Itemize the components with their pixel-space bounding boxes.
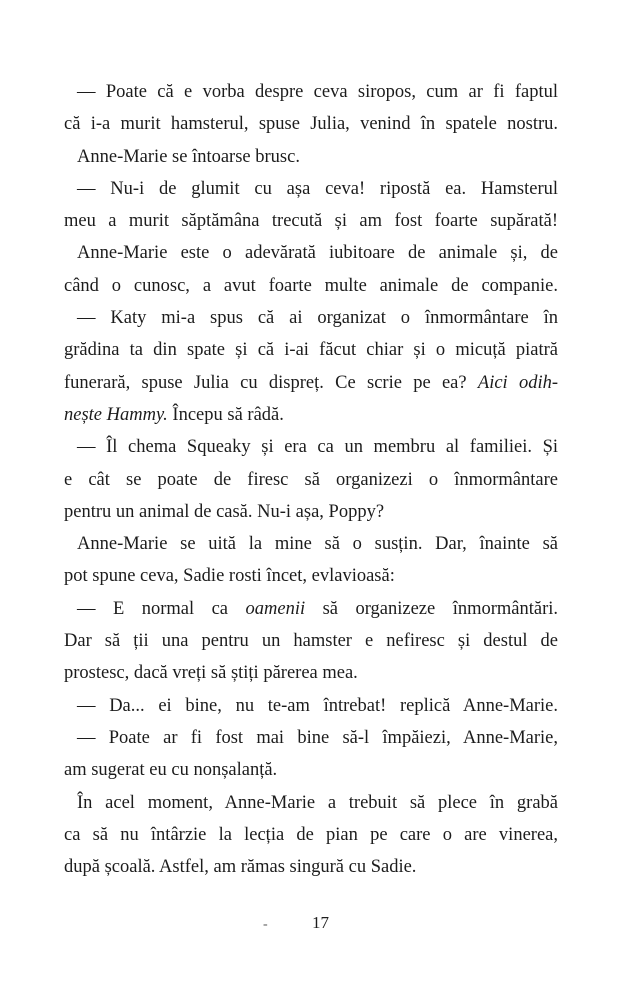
- page-dash: -: [263, 917, 268, 932]
- text-line: — Îl chema Squeaky și era ca un membru al familiei. Și: [77, 437, 558, 458]
- text-line: — Nu-i de glumit cu așa ceva! ripostă ea. Hamsterul: [77, 178, 558, 199]
- text-line: Anne-Marie se întoarse brusc.: [77, 146, 300, 167]
- text-line: În acel moment, Anne-Marie a trebuit să plece în grabă: [77, 792, 558, 813]
- text-line: când o cunosc, a avut foarte multe animale de companie.: [64, 275, 558, 296]
- text-line: prostesc, dacă vreți să știți părerea mea.: [64, 663, 358, 684]
- italic-text: Aici odih-: [477, 372, 559, 393]
- text-line: ca să nu întârzie la lecția de pian pe care o are vinerea,: [64, 824, 558, 845]
- text-segment: Începu să râdă.: [167, 404, 284, 425]
- text-line: Dar să ții una pentru un hamster e nefiresc și destul de: [64, 631, 558, 652]
- text-line: pot spune ceva, Sadie rosti încet, evlavioasă:: [64, 566, 395, 587]
- text-line: Anne-Marie se uită la mine să o susțin. Dar, înainte să: [77, 534, 558, 555]
- text-segment: — E normal ca: [77, 598, 229, 619]
- italic-text: oamenii: [245, 598, 306, 619]
- text-line: că i-a murit hamsterul, spuse Julia, venind în spatele nostru.: [64, 114, 558, 135]
- text-line: — Da... ei bine, nu te-am întrebat! replică Anne-Marie.: [77, 695, 558, 716]
- text-line: meu a murit săptămâna trecută și am fost foarte supărată!: [64, 211, 558, 232]
- text-line: — Poate că e vorba despre ceva siropos, cum ar fi faptul: [77, 82, 558, 102]
- text-line: e cât se poate de firesc să organizezi o înmormântare: [64, 469, 558, 490]
- text-line: [64, 593, 558, 625]
- text-line: pentru un animal de casă. Nu-i așa, Poppy?: [64, 501, 385, 522]
- body-text: [64, 76, 558, 883]
- text-line: — Poate ar fi fost mai bine să-l împăiezi, Anne-Marie,: [77, 727, 558, 748]
- text-segment: să organizeze înmormântări.: [322, 598, 559, 619]
- page-number: 17: [312, 913, 329, 932]
- text-segment: funerară, spuse Julia cu dispreț. Ce scrie pe ea?: [64, 372, 467, 393]
- text-line: după școală. Astfel, am rămas singură cu Sadie.: [64, 857, 417, 878]
- text-line: am sugerat eu cu nonșalanță.: [64, 760, 278, 781]
- italic-text: nește Hammy.: [64, 404, 168, 425]
- text-line: grădina ta din spate și că i-ai făcut chiar și o micuță piatră: [64, 340, 558, 361]
- text-line: Anne-Marie este o adevărată iubitoare de animale și, de: [77, 243, 558, 264]
- text-line: — Katy mi-a spus că ai organizat o înmormântare în: [77, 308, 558, 329]
- text-line: [64, 399, 558, 431]
- text-line: [64, 367, 558, 399]
